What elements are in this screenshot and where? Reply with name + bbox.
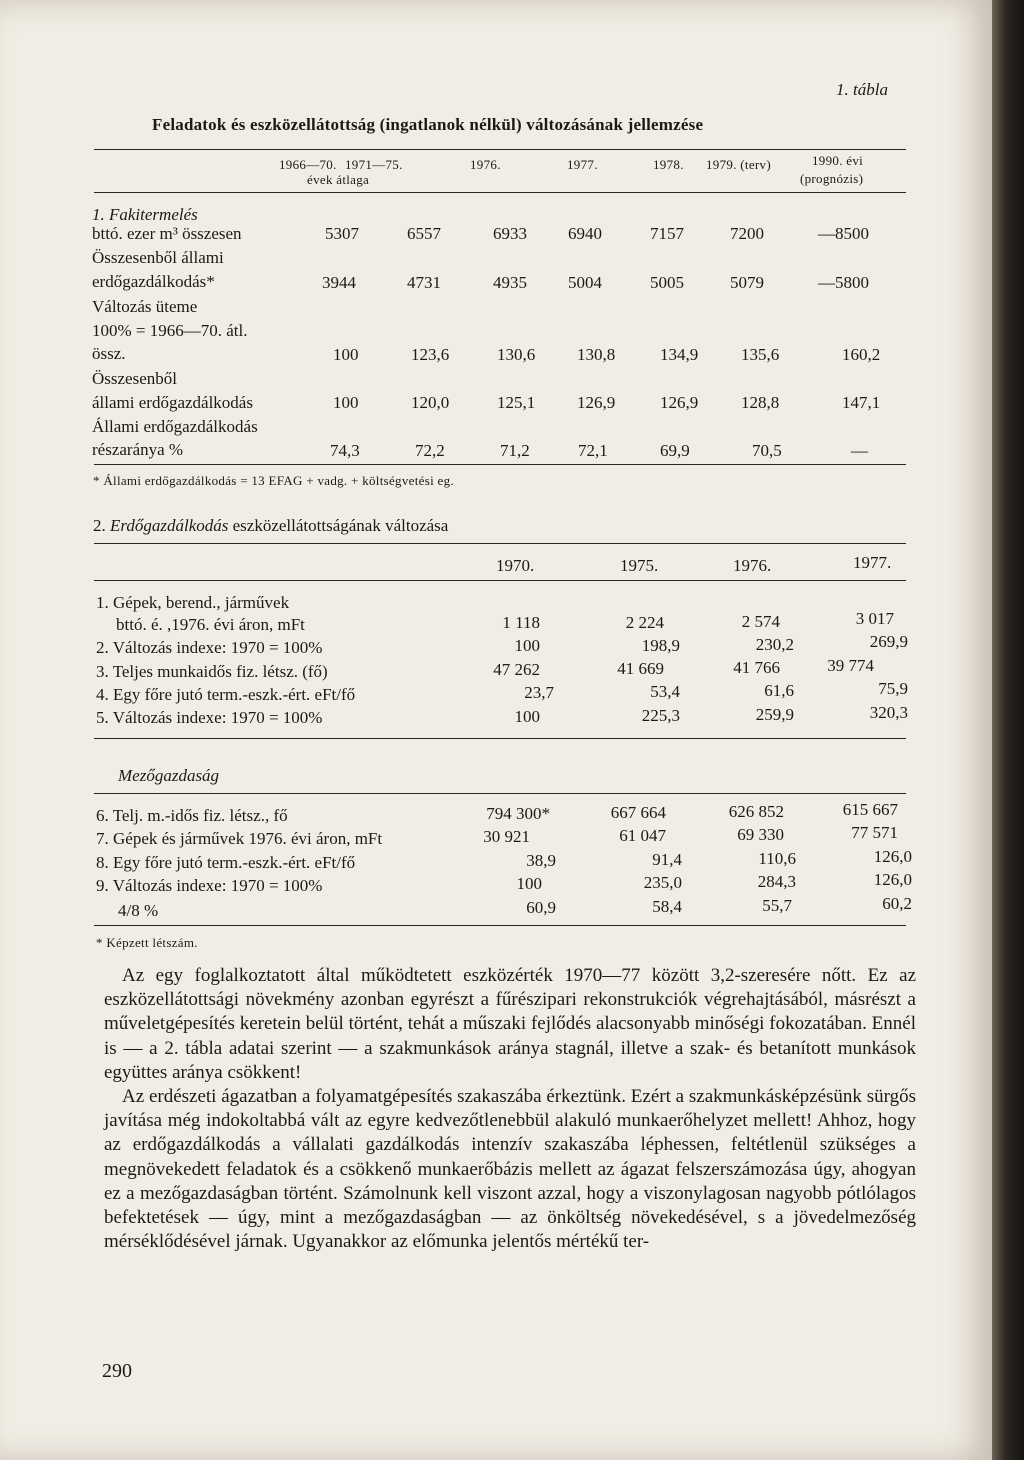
t2-cell: 53,4	[650, 682, 680, 701]
t1-cell: 70,5	[752, 441, 782, 460]
t1-header-col: 1971—75.	[345, 157, 403, 172]
table1-section: 1. Fakitermelés	[92, 205, 198, 224]
t1-cell: 4935	[493, 273, 527, 292]
t2-cell: 126,0	[873, 870, 912, 889]
t2-cell: 615 667	[842, 800, 898, 819]
t1-cell: 126,9	[577, 393, 616, 412]
t1-cell: 120,0	[411, 393, 450, 412]
t2-cell: 198,9	[641, 636, 680, 655]
t1-header-col: 1976.	[470, 157, 501, 172]
table2-footnote: * Képzett létszám.	[96, 935, 198, 950]
t2-header-col: 1976.	[733, 556, 772, 575]
book-spine-edge	[992, 0, 1024, 1460]
t1-cell: 100	[333, 393, 359, 412]
t2-cell: 23,7	[524, 683, 554, 702]
t1-cell: 7200	[730, 224, 764, 243]
t1-row-label: állami erdőgazdálkodás	[92, 393, 253, 412]
t2-cell: 284,3	[757, 872, 796, 891]
t2-cell: 320,3	[869, 703, 908, 722]
t1-cell: 128,8	[741, 393, 780, 412]
t2-cell: 61,6	[764, 681, 794, 700]
t2-row-label: 9. Változás indexe: 1970 = 100%	[96, 876, 323, 895]
t1-cell: 130,6	[497, 345, 536, 364]
t2-row-label: 8. Egy főre jutó term.-eszk.-ért. eFt/fő	[96, 853, 356, 872]
t2-cell: 61 047	[619, 826, 666, 845]
t1-row-label: Változás üteme	[92, 297, 198, 316]
t2-row-label: 3. Teljes munkaidős fiz. létsz. (fő)	[96, 662, 328, 681]
t1-cell: 7157	[650, 224, 684, 243]
t1-cell: 72,1	[578, 441, 608, 460]
t2-cell: 667 664	[610, 803, 666, 822]
t2-cell: 58,4	[652, 897, 682, 916]
t1-cell: 3944	[322, 273, 356, 292]
t1-cell: 6933	[493, 224, 527, 243]
table1-bottom-rule	[94, 464, 906, 465]
t2-cell: 60,9	[526, 898, 556, 917]
t1-cell: 4731	[407, 273, 441, 292]
table1-top-rule	[94, 149, 906, 150]
t2-cell: 100	[516, 874, 542, 893]
t1-cell: 6940	[568, 224, 602, 243]
t1-row-label: össz.	[92, 344, 126, 363]
t2-row-label: 6. Telj. m.-idős fiz. létsz., fő	[96, 806, 288, 825]
t1-cell: 160,2	[842, 345, 881, 364]
table2-title-rest: eszközellátottságának változása	[232, 516, 449, 535]
t1-row-label: Összesenből állami	[92, 248, 224, 267]
t2-cell: 259,9	[755, 705, 794, 724]
t1-cell: 135,6	[741, 345, 780, 364]
t1-cell: 5004	[568, 273, 602, 292]
t2-cell: 38,9	[526, 851, 556, 870]
table2-bottom-rule	[94, 925, 906, 926]
t2-cell: 91,4	[652, 850, 682, 869]
t2-cell: 235,0	[643, 873, 682, 892]
t1-row-label: 100% = 1966—70. átl.	[92, 321, 248, 340]
t1-cell: 126,9	[660, 393, 699, 412]
t2-cell: 41 669	[617, 659, 664, 678]
t2-cell: 39 774	[827, 656, 874, 675]
t1-cell: 5005	[650, 273, 684, 292]
t2-cell: 55,7	[762, 896, 792, 915]
t2-cell: 2 224	[625, 613, 664, 632]
t1-header-sub: (prognózis)	[800, 171, 864, 186]
t1-row-label: Összesenből	[92, 369, 177, 388]
t1-cell: —	[851, 441, 868, 460]
table1-header-rule	[94, 192, 906, 193]
t2-header-col: 1975.	[620, 556, 659, 575]
t1-cell: 72,2	[415, 441, 445, 460]
t2-cell: 41 766	[733, 658, 780, 677]
t1-cell: 100	[333, 345, 359, 364]
t2-header-col: 1977.	[853, 553, 892, 572]
t2-cell: 794 300*	[486, 804, 550, 823]
t1-cell: 5307	[325, 224, 359, 243]
t2-cell: 2 574	[741, 612, 780, 631]
t1-header-col: 1979. (terv)	[706, 157, 771, 172]
table2-section2-rule	[94, 793, 906, 794]
t1-header-col: 1977.	[567, 157, 598, 172]
paragraph: Az erdészeti ágazatban a folyamatgépesítés szakaszába érkeztünk. Ezért a szakmunkásképzésünk sürgős javítása még indokoltabbá vált az egyre kedvezőtlenebbül alakuló munkaerőhelyzet mellett! Ahhoz, hogy az erdőgazdálkodás a vállalati gazdálkodás intenzív szakaszába léphessen, feltétlenül szükséges a megnövekedett feladatok és a csökkenő munkaerőbázis mellett az ágazat felszerszámozása úgy, ahogyan ez a mezőgazdaságban történt. Számolnunk kell viszont azzal, hogy a viszonylagosan nagyobb pótlólagos befektetések — úgy, mint a mezőgazdaságban — az önköltség növekedésével, s a jövedelmezőség mérséklődésével járnak. Ugyanakkor az előmunka jelentős mértékű ter-	[104, 1086, 916, 1253]
t1-cell: 6557	[407, 224, 441, 243]
t1-cell: 130,8	[577, 345, 616, 364]
t1-cell: 71,2	[500, 441, 530, 460]
t1-cell: 69,9	[660, 441, 690, 460]
table2-mid-rule	[94, 738, 906, 739]
table2-section2: Mezőgazdaság	[118, 766, 220, 785]
t1-cell: —5800	[818, 273, 869, 292]
t2-row-label: bttó. é. ,1976. évi áron, mFt	[116, 615, 305, 634]
t2-cell: 230,2	[755, 635, 794, 654]
body-text	[104, 964, 916, 1254]
t2-header-col: 1970.	[496, 556, 535, 575]
t1-cell: —8500	[818, 224, 869, 243]
t2-cell: 110,6	[758, 849, 796, 868]
t2-cell: 3 017	[855, 609, 894, 628]
table2-title-italic: Erdőgazdálkodás	[110, 516, 229, 535]
t2-row-label: 4/8 %	[118, 901, 159, 920]
t2-row-label: 5. Változás indexe: 1970 = 100%	[96, 708, 323, 727]
paragraph: Az egy foglalkoztatott által működtetett eszközérték 1970—77 között 3,2-szeresére nőtt. Ez az eszközellátottsági növekmény azonban egyrészt a fűrészipari rekonstrukciók végrehajtásából, másrészt a műveletgépesítés keretein belül történt, tehát a műszaki fejlődés alacsonyabb minőségi fokozatában. Ennél is — a 2. tábla adatai szerint — a szakmunkások aránya stagnál, illetve a szak- és betanított munkások együttes aránya csökkent!	[104, 965, 916, 1083]
t1-row-label: részaránya %	[92, 440, 184, 459]
t2-cell: 626 852	[728, 802, 784, 821]
t2-cell: 60,2	[882, 894, 912, 913]
t2-cell: 75,9	[878, 679, 908, 698]
t1-row-label: bttó. ezer m³ összesen	[92, 224, 242, 243]
t2-cell: 100	[514, 636, 540, 655]
table1-title: Feladatok és eszközellátottság (ingatlanok nélkül) változásának jellemzése	[152, 115, 704, 134]
t1-header-col: 1990. évi	[812, 153, 864, 168]
t2-row-label: 1. Gépek, berend., járművek	[96, 593, 290, 612]
t1-cell: 147,1	[842, 393, 881, 412]
page-number: 290	[102, 1360, 132, 1382]
t2-row-label: 7. Gépek és járművek 1976. évi áron, mFt	[96, 829, 383, 848]
t2-cell: 269,9	[869, 632, 908, 651]
t2-cell: 225,3	[641, 706, 680, 725]
table2-title	[93, 516, 448, 536]
t2-row-label: 2. Változás indexe: 1970 = 100%	[96, 638, 323, 657]
t2-cell: 69 330	[737, 825, 784, 844]
t1-cell: 125,1	[497, 393, 536, 412]
t2-cell: 77 571	[851, 823, 898, 842]
t1-cell: 74,3	[330, 441, 360, 460]
t2-cell: 47 262	[493, 660, 540, 679]
t2-cell: 30 921	[483, 827, 530, 846]
table2-header-rule	[94, 580, 906, 581]
t1-header-col: 1978.	[653, 157, 684, 172]
t2-cell: 126,0	[873, 847, 912, 866]
table2-top-rule	[94, 543, 906, 544]
t2-row-label: 4. Egy főre jutó term.-eszk.-ért. eFt/fő	[96, 685, 356, 704]
t1-row-label: erdőgazdálkodás*	[92, 272, 215, 291]
t1-cell: 5079	[730, 273, 764, 292]
table1-footnote: * Állami erdőgazdálkodás = 13 EFAG + vadg. + költségvetési eg.	[93, 473, 454, 488]
t1-row-label: Állami erdőgazdálkodás	[92, 417, 258, 436]
t1-cell: 123,6	[411, 345, 450, 364]
t1-header-col: 1966—70.	[279, 157, 337, 172]
table-label: 1. tábla	[836, 80, 888, 99]
t1-header-sub: évek átlaga	[307, 172, 370, 187]
t2-cell: 100	[514, 707, 540, 726]
table2-title-num: 2.	[93, 516, 106, 535]
t1-cell: 134,9	[660, 345, 699, 364]
t2-cell: 1 118	[502, 613, 540, 632]
